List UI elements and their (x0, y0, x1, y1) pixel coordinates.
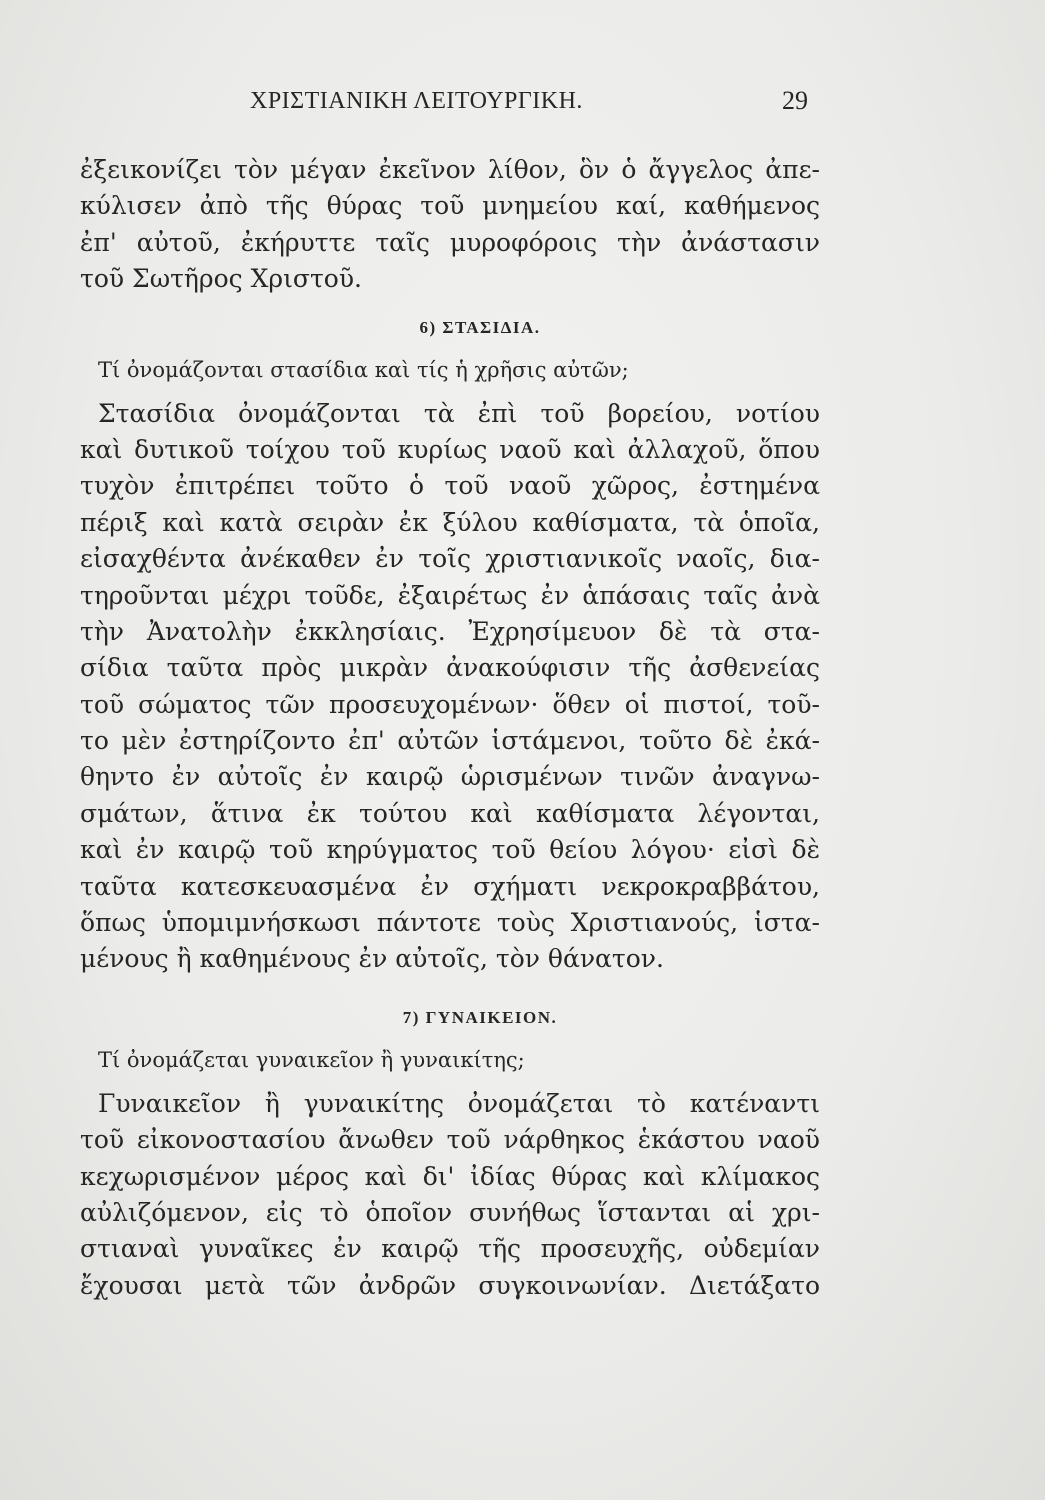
question-stasidia: Τί ὀνομάζονται στασίδια καὶ τίς ἡ χρῆσις αὐτῶν; (98, 357, 629, 382)
text-line: ἐπ' αὐτοῦ, ἐκήρυττε ταῖς μυροφόροις τὴν ἀνάστασιν (80, 227, 820, 257)
text-line: καὶ δυτικοῦ τοίχου τοῦ κυρίως ναοῦ καὶ ἀλλαχοῦ, ὅπου (80, 434, 820, 464)
text-line: τοῦ εἰκονοστασίου ἄνωθεν τοῦ νάρθηκος ἑκάστου ναοῦ (80, 1125, 820, 1155)
text-line: θηντο ἐν αὐτοῖς ἐν καιρῷ ὡρισμένων τινῶν ἀναγνω- (80, 762, 820, 792)
text-line: το μὲν ἐστηρίζοντο ἐπ' αὐτῶν ἱστάμενοι, τοῦτο δὲ ἐκά- (80, 726, 820, 756)
text-line: τυχὸν ἐπιτρέπει τοῦτο ὁ τοῦ ναοῦ χῶρος, ἐστημένα (80, 471, 820, 501)
text-line: μένους ἢ καθημένους ἐν αὐτοῖς, τὸν θάνατον. (80, 944, 664, 974)
question-gynaikeion: Τί ὀνομάζεται γυναικεῖον ἢ γυναικίτης; (98, 1047, 525, 1072)
running-head (0, 84, 1045, 124)
text-line: ὅπως ὑπομιμνήσκωσι πάντοτε τοὺς Χριστιανούς, ἱστα- (80, 908, 820, 938)
section-spacer (80, 978, 820, 988)
text-line: στιαναὶ γυναῖκες ἐν καιρῷ τῆς προσευχῆς, οὐδεμίαν (80, 1234, 820, 1264)
text-line: σίδια ταῦτα πρὸς μικρὰν ἀνακούφισιν τῆς ἀσθενείας (80, 653, 820, 683)
text-line: κεχωρισμένον μέρος καὶ δι' ἰδίας θύρας καὶ κλίμακος (80, 1161, 820, 1191)
page-number: 29 (782, 86, 808, 115)
section-heading-stasidia: 6) ΣΤΑΣΙΔΙΑ. (419, 317, 541, 337)
text-line: ἔχουσαι μετὰ τῶν ἀνδρῶν συγκοινωνίαν. Διετάξατο (80, 1270, 820, 1300)
text-line: τὴν Ἀνατολὴν ἐκκλησίαις. Ἐχρησίμευον δὲ τὰ στα- (80, 616, 820, 646)
text-line: τοῦ σώματος τῶν προσευχομένων· ὅθεν οἱ πιστοί, τοῦ- (80, 689, 820, 719)
text-line: ταῦτα κατεσκευασμένα ἐν σχήματι νεκροκραββάτου, (80, 871, 820, 901)
text-line: αὐλιζόμενον, εἰς τὸ ὁποῖον συνήθως ἵστανται αἱ χρι- (80, 1197, 820, 1227)
text-line: εἰσαχθέντα ἀνέκαθεν ἐν τοῖς χριστιανικοῖς ναοῖς, δια- (80, 544, 820, 574)
section-heading-gynaikeion: 7) ΓΥΝΑΙΚΕΙΟΝ. (402, 1007, 558, 1027)
text-line: τηροῦνται μέχρι τοῦδε, ἐξαιρέτως ἐν ἁπάσαις ταῖς ἀνὰ (80, 580, 820, 610)
text-line: Γυναικεῖον ἢ γυναικίτης ὀνομάζεται τὸ κατέναντι (98, 1088, 820, 1118)
running-title: ΧΡΙΣΤΙΑΝΙΚΗ ΛΕΙΤΟΥΡΓΙΚΗ. (250, 88, 583, 114)
text-line: κύλισεν ἀπὸ τῆς θύρας τοῦ μνημείου καί, καθήμενος (80, 191, 820, 221)
body-text (80, 152, 820, 1304)
text-line: ἐξεικονίζει τὸν μέγαν ἐκεῖνον λίθον, ὃν ὁ ἄγγελος ἀπε- (80, 155, 820, 184)
text-line: Στασίδια ὀνομάζονται τὰ ἐπὶ τοῦ βορείου, νοτίου (98, 398, 820, 428)
text-line: τοῦ Σωτῆρος Χριστοῦ. (80, 264, 362, 294)
text-line: σμάτων, ἅτινα ἐκ τούτου καὶ καθίσματα λέγονται, (80, 798, 820, 828)
text-line: καὶ ἐν καιρῷ τοῦ κηρύγματος τοῦ θείου λόγου· εἰσὶ δὲ (80, 835, 820, 865)
text-line: πέριξ καὶ κατὰ σειρὰν ἐκ ξύλου καθίσματα, τὰ ὁποῖα, (80, 507, 820, 537)
